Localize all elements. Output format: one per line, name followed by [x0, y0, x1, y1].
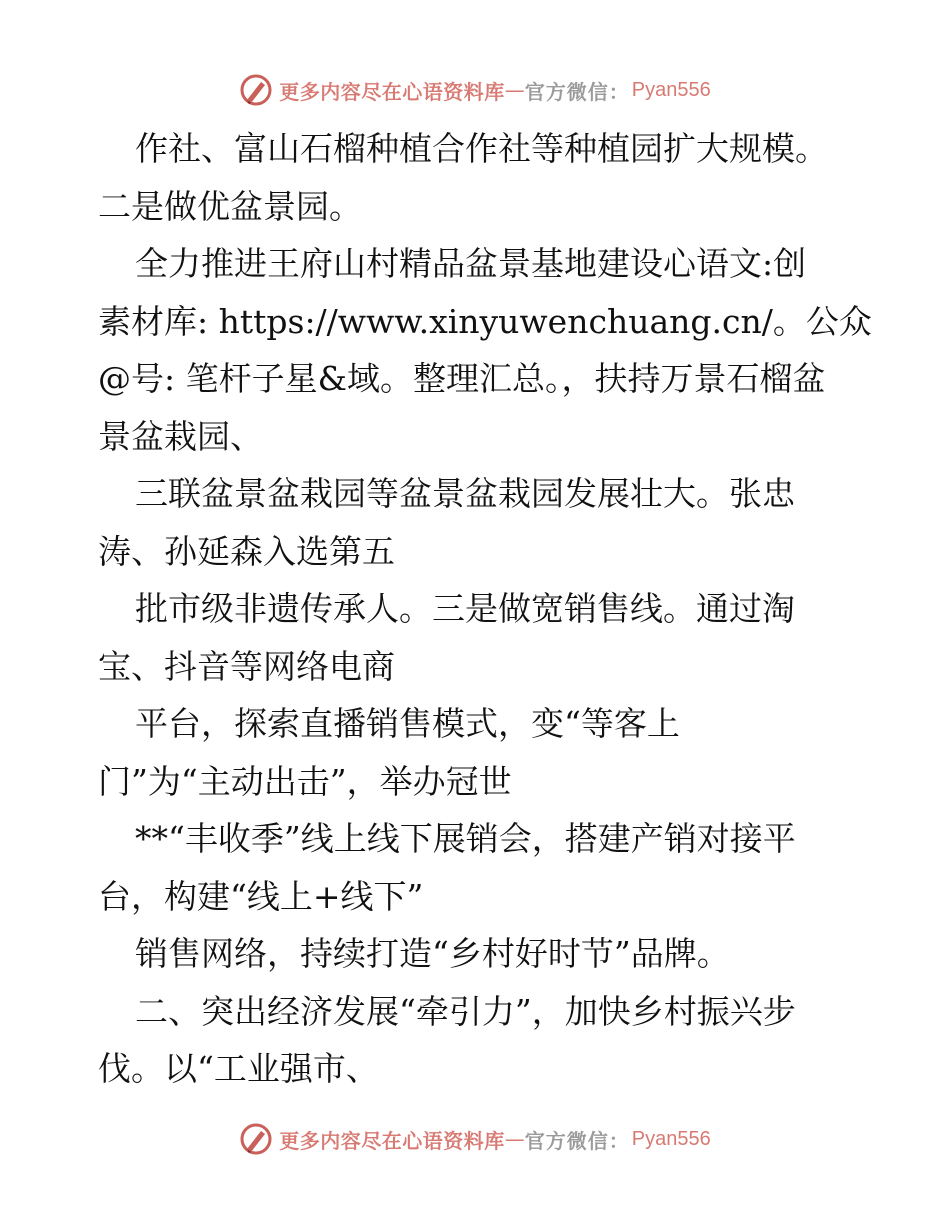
- text-line: 全力推进王府山村精品盆景基地建设心语文:创: [135, 244, 807, 283]
- text-line: 平台，探索直播销售模式，变“等客上: [135, 704, 680, 743]
- watermark-wechat-id: Pyan556: [631, 1127, 711, 1150]
- footer-watermark: [0, 1119, 950, 1159]
- pen-logo-icon: [239, 73, 273, 107]
- text-line: **“丰收季”线上线下展销会，搭建产销对接平: [135, 819, 796, 858]
- watermark-wechat-id: Pyan556: [631, 78, 711, 101]
- text-line: 二、突出经济发展“牵引力”，加快乡村振兴步: [135, 991, 796, 1031]
- text-line: 三联盆景盆栽园等盆景盆栽园发展壮大。张忠: [135, 474, 795, 513]
- text-line: 素材库: https://www.xinyuwenchuang.cn/。公众: [98, 301, 872, 341]
- text-line: 景盆栽园、: [98, 416, 263, 456]
- watermark-wechat-label: 官方微信：: [524, 1128, 630, 1153]
- watermark-dash: —: [504, 1127, 525, 1151]
- text-line: 二是做优盆景园。: [98, 186, 362, 226]
- watermark-dash: —: [504, 78, 525, 102]
- text-line: 批市级非遗传承人。三是做宽销售线。通过淘: [135, 589, 795, 628]
- text-line: 涛、孙延森入选第五: [98, 531, 395, 571]
- text-line: @号: 笔杆子星&域。整理汇总。，扶持万景石榴盆: [98, 359, 826, 398]
- text-line: 门”为“主动出击”，举办冠世: [98, 761, 512, 801]
- header-watermark: [0, 70, 950, 110]
- pen-logo-icon: [239, 1122, 273, 1156]
- text-line: 作社、富山石榴种植合作社等种植园扩大规模。: [135, 129, 828, 168]
- watermark-text: 更多内容尽在心语资料库: [279, 79, 505, 104]
- text-line: 台，构建“线上+线下”: [98, 876, 424, 916]
- text-line: 宝、抖音等网络电商: [98, 646, 395, 686]
- document-body: [98, 120, 872, 1098]
- text-line: 销售网络，持续打造“乡村好时节”品牌。: [135, 934, 730, 973]
- watermark-text: 更多内容尽在心语资料库: [279, 1128, 505, 1153]
- text-line: 伐。以“工业强市、: [98, 1049, 379, 1088]
- watermark-wechat-label: 官方微信：: [524, 79, 630, 104]
